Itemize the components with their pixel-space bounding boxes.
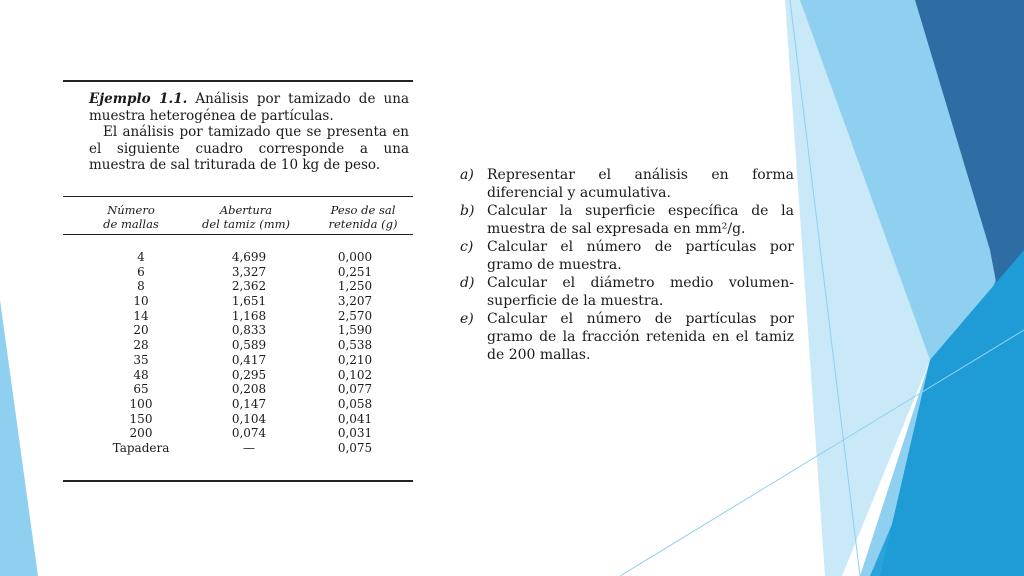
table-row: [63, 279, 413, 294]
table-body: [63, 250, 413, 456]
question-letter: a): [460, 167, 474, 183]
mallas-cell: 65: [133, 382, 149, 397]
table-row: [63, 397, 413, 412]
mallas-cell: 150: [129, 411, 153, 426]
abertura-cell: 3,327: [231, 264, 267, 279]
question-text: Calcular la superficie específica de la muestra de sal expresada en mm²/g.: [487, 203, 794, 237]
question-item: [458, 274, 794, 310]
abertura-cell: 4,699: [231, 250, 267, 264]
column-header-mallas: Número de mallas: [103, 203, 159, 231]
table-bottom-rule: [63, 480, 413, 482]
peso-cell: 0,077: [337, 382, 373, 397]
table-row: [63, 353, 413, 368]
table-row: [63, 382, 413, 397]
question-item: [458, 202, 794, 238]
column-header-peso: Peso de sal retenida (g): [328, 203, 398, 231]
peso-cell: 0,041: [337, 411, 373, 426]
table-row: [63, 309, 413, 324]
table-header-bottom-rule: [63, 234, 413, 235]
question-letter: d): [460, 275, 475, 291]
abertura-cell: 0,589: [231, 338, 267, 353]
table-top-rule: [63, 80, 413, 82]
mallas-cell: 20: [133, 323, 149, 338]
abertura-cell: 0,833: [231, 323, 267, 338]
question-item: [458, 310, 794, 364]
peso-cell: 2,570: [337, 308, 373, 323]
example-description: El análisis por tamizado que se presenta en el siguiente cuadro corresponde a una muestra de sal triturada de 10 kg de peso.: [89, 124, 409, 173]
left-corner-triangle: [0, 300, 38, 576]
mallas-cell: 14: [133, 308, 149, 323]
peso-cell: 0,000: [337, 250, 373, 264]
abertura-cell: 1,168: [231, 308, 267, 323]
table-row: [63, 250, 413, 265]
peso-cell: 0,210: [337, 352, 373, 367]
question-item: [458, 238, 794, 274]
mallas-cell: 35: [133, 352, 149, 367]
peso-cell: 1,590: [337, 323, 373, 338]
example-block: [63, 80, 413, 485]
peso-cell: 0,031: [337, 426, 373, 441]
abertura-cell: 0,417: [231, 352, 267, 367]
peso-cell: 0,058: [337, 396, 373, 411]
peso-cell: 0,538: [337, 338, 373, 353]
question-letter: e): [460, 311, 474, 327]
abertura-cell: —: [243, 440, 255, 455]
peso-cell: 1,250: [337, 279, 373, 294]
question-text: Representar el análisis en forma diferencial y acumulativa.: [487, 167, 794, 201]
table-row: [63, 368, 413, 383]
table-row: [63, 294, 413, 309]
example-intro: Análisis por tamizado de una muestra heterogénea de partículas.: [89, 91, 409, 124]
abertura-cell: 0,104: [231, 411, 267, 426]
table-row: [63, 323, 413, 338]
question-text: Calcular el número de partículas por gramo de la fracción retenida en el tamiz de 200 mallas.: [487, 311, 794, 363]
mallas-cell: 48: [133, 367, 149, 382]
question-list: [458, 166, 794, 364]
table-row: [63, 441, 413, 456]
question-item: [458, 166, 794, 202]
table-row: [63, 265, 413, 280]
mallas-cell: 28: [133, 338, 149, 353]
question-text: Calcular el diámetro medio volumen-superficie de la muestra.: [487, 275, 794, 309]
table-row: [63, 412, 413, 427]
abertura-cell: 0,074: [231, 426, 267, 441]
mallas-cell: 10: [133, 294, 149, 309]
abertura-cell: 0,147: [231, 396, 267, 411]
question-letter: c): [460, 239, 474, 255]
mallas-cell: 200: [129, 426, 153, 441]
column-header-abertura: Abertura del tamiz (mm): [201, 203, 291, 231]
abertura-cell: 1,651: [231, 294, 267, 309]
peso-cell: 3,207: [337, 294, 373, 309]
peso-cell: 0,075: [337, 440, 373, 455]
table-row: [63, 338, 413, 353]
example-title: Ejemplo 1.1.: [89, 91, 188, 107]
mallas-cell: Tapadera: [112, 440, 170, 455]
table-header-top-rule: [63, 196, 413, 197]
example-paragraph: [89, 91, 409, 174]
abertura-cell: 2,362: [231, 279, 267, 294]
peso-cell: 0,102: [337, 367, 373, 382]
mallas-cell: 100: [129, 396, 153, 411]
mallas-cell: 4: [137, 250, 145, 264]
peso-cell: 0,251: [337, 264, 373, 279]
question-text: Calcular el número de partículas por gramo de muestra.: [487, 239, 794, 273]
mallas-cell: 6: [137, 264, 145, 279]
question-letter: b): [460, 203, 475, 219]
abertura-cell: 0,208: [231, 382, 267, 397]
table-row: [63, 426, 413, 441]
abertura-cell: 0,295: [231, 367, 267, 382]
mallas-cell: 8: [137, 279, 145, 294]
